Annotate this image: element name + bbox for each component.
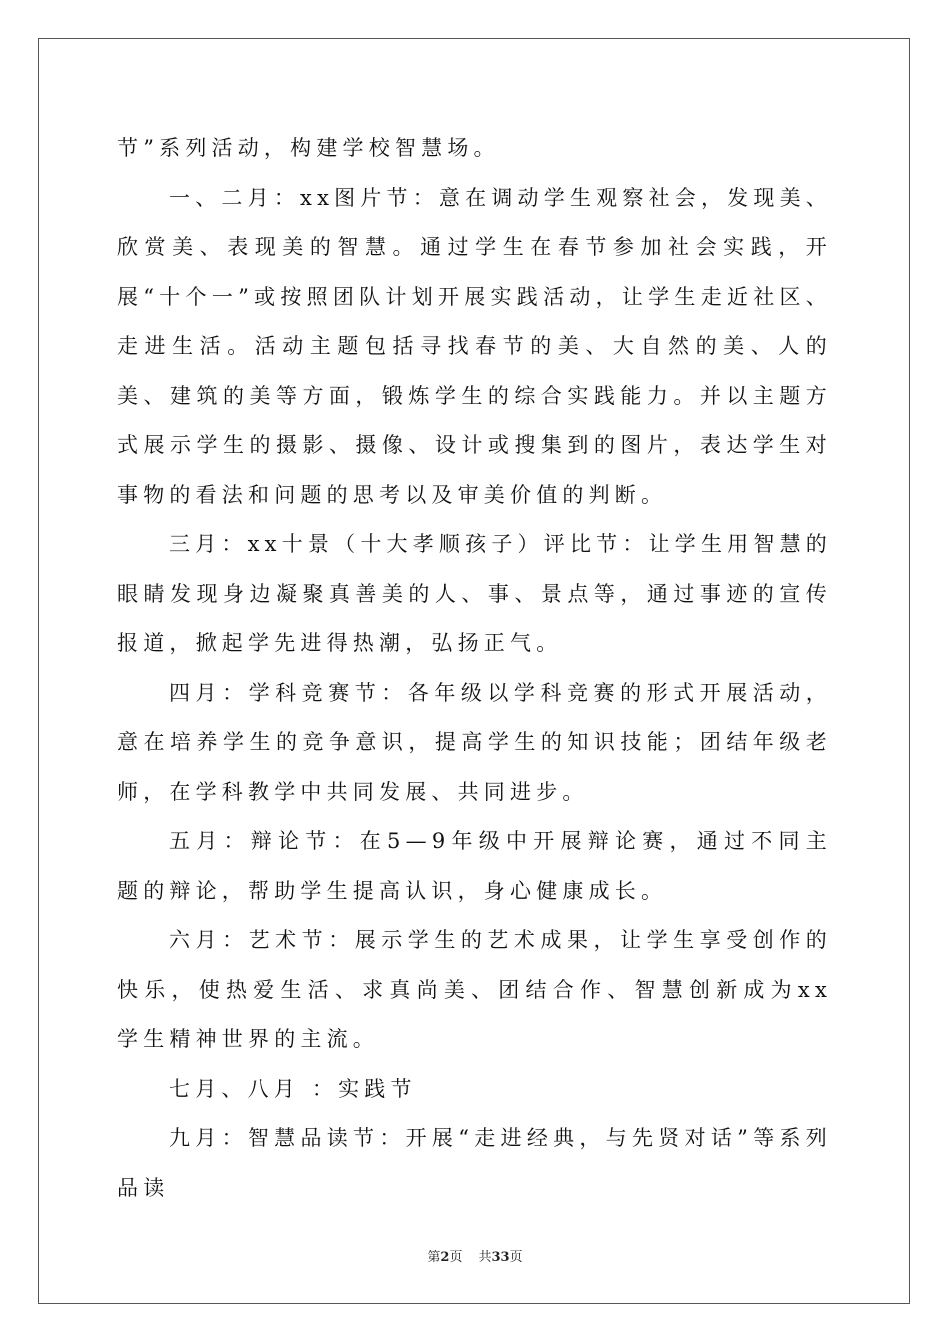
paragraph: 六月：艺术节：展示学生的艺术成果，让学生享受创作的快乐，使热爱生活、求真尚美、团结合作、智慧创新成为xx学生精神世界的主流。 [117, 928, 832, 1051]
page-number: 2 [440, 1250, 450, 1265]
page-prefix: 第 [427, 1250, 441, 1265]
page-footer [0, 1246, 950, 1265]
total-suffix: 页 [509, 1250, 523, 1265]
page-suffix: 页 [449, 1250, 463, 1265]
paragraph: 九月：智慧品读节：开展“走进经典，与先贤对话”等系列品读 [117, 1126, 832, 1200]
document-body [117, 124, 832, 1213]
paragraph: 一、二月：xx图片节：意在调动学生观察社会，发现美、欣赏美、表现美的智慧。通过学生在春节参加社会实践，开展“十个一”或按照团队计划开展实践活动，让学生走近社区、走进生活。活动主题包括寻找春节的美、大自然的美、人的美、建筑的美等方面，锻炼学生的综合实践能力。并以主题方式展示学生的摄影、摄像、设计或搜集到的图片，表达学生对事物的看法和问题的思考以及审美价值的判断。 [117, 185, 832, 507]
paragraph: 五月：辩论节：在5—9年级中开展辩论赛，通过不同主题的辩论，帮助学生提高认识，身心健康成长。 [117, 829, 832, 903]
total-prefix: 共 [478, 1250, 492, 1265]
paragraph: 三月：xx十景（十大孝顺孩子）评比节：让学生用智慧的眼睛发现身边凝聚真善美的人、事、景点等，通过事迹的宣传报道，掀起学先进得热潮，弘扬正气。 [117, 532, 832, 655]
total-pages: 33 [491, 1250, 510, 1265]
paragraph: 七月、八月 ：实践节 [169, 1076, 417, 1101]
paragraph: 四月：学科竞赛节：各年级以学科竞赛的形式开展活动，意在培养学生的竞争意识，提高学生的知识技能；团结年级老师，在学科教学中共同发展、共同进步。 [117, 680, 832, 804]
paragraph: 节”系列活动，构建学校智慧场。 [117, 136, 500, 160]
